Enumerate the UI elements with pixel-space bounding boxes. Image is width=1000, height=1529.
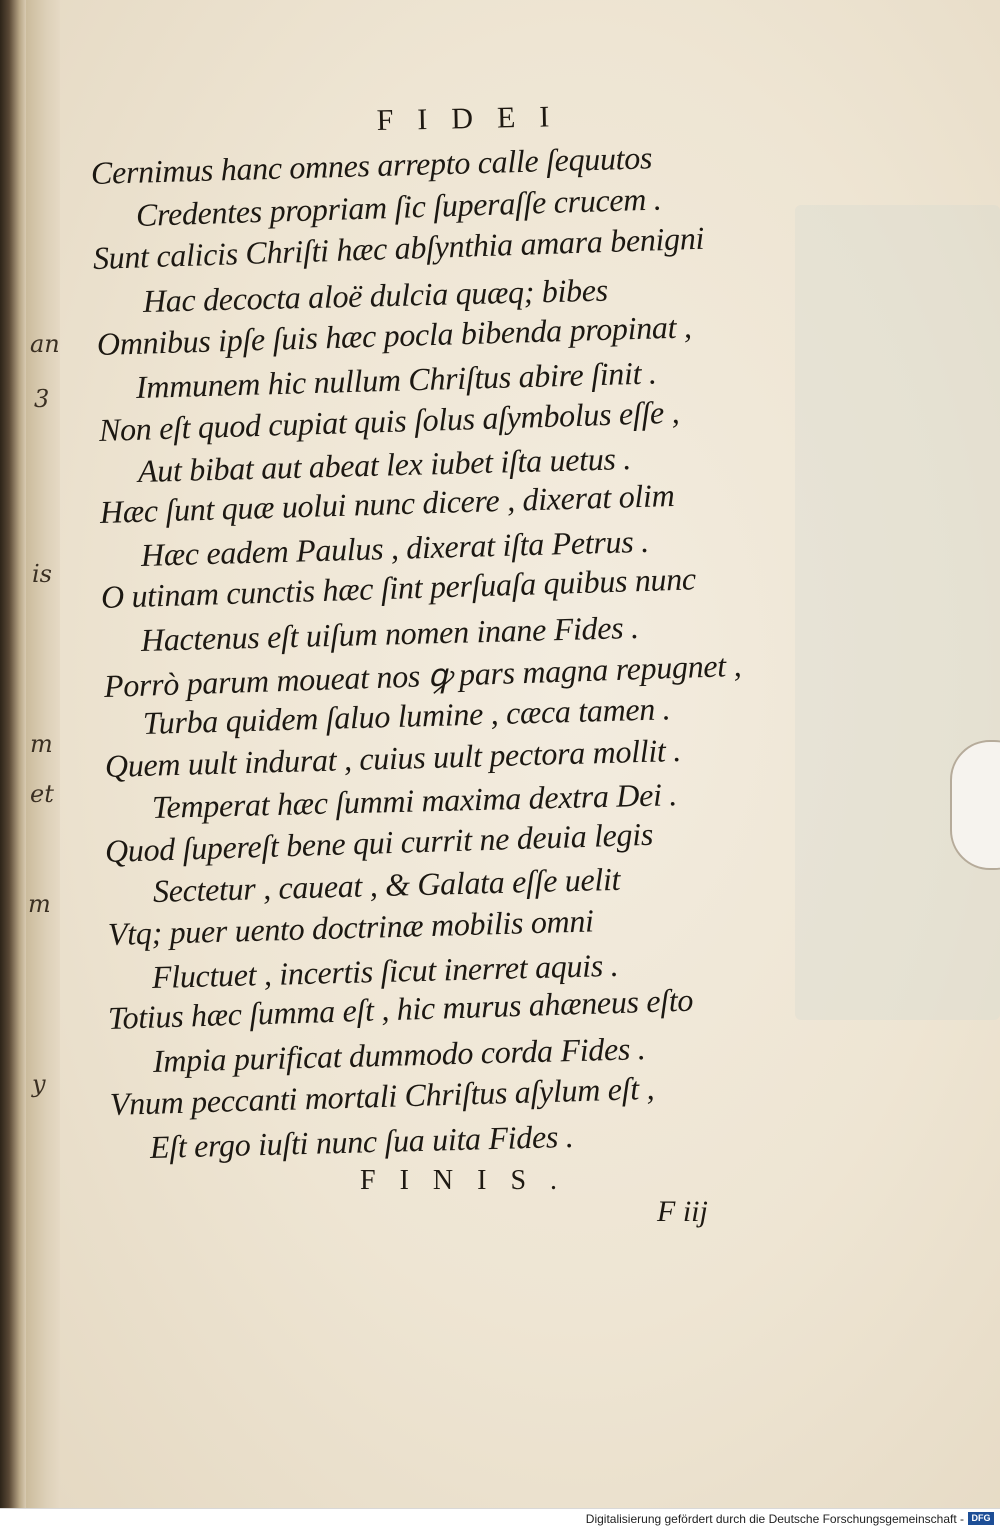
facing-page-strip: [26, 0, 60, 1508]
page-heading: FIDEI: [376, 99, 574, 138]
offset-text-fragment: is: [32, 560, 52, 588]
verse-line: Cernimus hanc omnes arrepto calle ſequutos: [90, 139, 653, 191]
verse-line: O utinam cunctis hæc ſint perſuaſa quibus nunc: [100, 560, 697, 615]
verse-line: Non eſt quod cupiat quis ſolus aſymbolus eſſe ,: [98, 393, 680, 448]
verse-line: Temperat hæc ſummi maxima dextra Dei .: [151, 776, 678, 825]
verse-line: Sectetur , caueat , & Galata eſſe uelit: [152, 860, 621, 909]
verse-line: Immunem hic nullum Chriſtus abire ſinit .: [135, 354, 658, 405]
verse-line: Fluctuet , incertis ſicut inerret aquis .: [151, 946, 619, 995]
verse-line: Impia purificat dummodo corda Fides .: [152, 1030, 646, 1079]
verse-line: Credentes propriam ſic ſuperaſſe crucem .: [135, 180, 662, 233]
signature-mark: F iij: [657, 1195, 708, 1228]
verse-line: Hac decocta aloë dulcia quæq; bibes: [142, 271, 609, 319]
verse-line: Vnum peccanti mortali Chriſtus aſylum eſt ,: [109, 1069, 655, 1122]
offset-text-fragment: an: [30, 330, 60, 358]
verse-line: Quod ſupereſt bene qui currit ne deuia legis: [104, 815, 654, 869]
verse-line: Totius hæc ſumma eſt , hic murus ahæneus eſto: [107, 981, 694, 1036]
verse-line: Omnibus ipſe ſuis hæc pocla bibenda propinat ,: [96, 308, 693, 362]
verse-line: Hæc eadem Paulus , dixerat iſta Petrus .: [140, 522, 650, 573]
funding-credit: Digitalisierung gefördert durch die Deutsche Forschungsgemeinschaft -: [585, 1512, 964, 1526]
offset-text-fragment: m: [30, 730, 53, 758]
offset-text-fragment: m: [28, 890, 51, 918]
footer-bar: [0, 1508, 1000, 1529]
verse-line: Eſt ergo iuſti nunc ſua uita Fides .: [149, 1117, 574, 1165]
offset-text-fragment: y: [32, 1070, 46, 1098]
offset-text-fragment: 3: [34, 385, 50, 413]
verse-line: Porrò parum moueat nos ꝙ pars magna repugnet ,: [103, 646, 742, 704]
finis-label: FINIS.: [360, 1165, 582, 1196]
book-page: [60, 0, 1000, 1508]
ornament-show-through: [795, 205, 1000, 1020]
verse-line: Aut bibat aut abeat lex iubet iſta uetus .: [137, 440, 632, 489]
offset-text-fragment: et: [30, 780, 54, 808]
verse-line: Quem uult indurat , cuius uult pectora mollit .: [104, 731, 682, 784]
verse-line: Turba quidem ſaluo lumine , cæca tamen .: [142, 690, 671, 741]
verse-line: Vtq; puer uento doctrinæ mobilis omni: [107, 902, 595, 952]
verse-line: Sunt calicis Chriſti hæc abſynthia amara benigni: [92, 219, 705, 276]
binding-edge: [0, 0, 26, 1508]
page-holder-clip: [950, 740, 1000, 870]
verse-line: Hactenus eſt uiſum nomen inane Fides .: [140, 608, 640, 658]
dfg-logo: DFG: [968, 1512, 994, 1525]
verse-line: Hæc ſunt quæ uolui nunc dicere , dixerat olim: [99, 476, 675, 530]
